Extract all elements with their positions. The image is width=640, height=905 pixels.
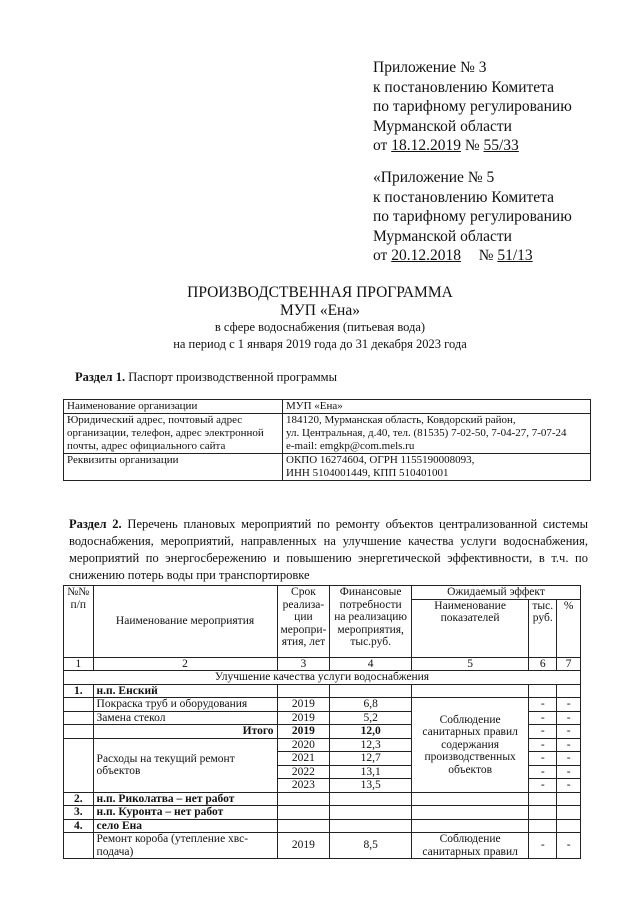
annex-line: Мурманской области [373,227,512,245]
effect-indicator: Соблюдение санитарных правил содержания производственных объектов [411,698,528,793]
measure-sum: 6,8 [330,698,412,712]
measure-sum: 5,2 [330,711,412,725]
annex-date: 20.12.2018 [391,247,461,264]
annex-number: 55/33 [483,137,519,154]
measure-year: 2019 [277,711,330,725]
effect-thousand: - [529,779,557,793]
effect-thousand: - [529,711,557,725]
group-num: 4. [64,819,94,833]
annex-date-line [373,136,572,156]
annex-number: 51/13 [497,247,533,264]
table-row [64,414,591,454]
annex-num-sign: № [478,247,494,264]
passport-key: Наименование организации [64,400,283,414]
effect-percent: - [557,779,581,793]
group-row [64,684,581,698]
effect-percent: - [557,711,581,725]
column-number: 3 [277,657,330,671]
total-label: Итого [93,725,277,739]
measure-sum: 8,5 [330,833,412,859]
column-number-row [64,657,581,671]
effect-percent: - [557,765,581,779]
annex-num-sign: № [464,137,480,154]
measure-name: Замена стекол [93,711,277,725]
table-row [64,833,581,859]
column-number: 4 [330,657,412,671]
column-number: 1 [64,657,94,671]
annex-line: Приложение № 3 [373,59,487,76]
col-header-finance: Финансовые потребности на реализацию мероприятия, тыс.руб. [330,586,412,658]
section2-label: Раздел 2. [69,517,122,531]
passport-value [283,414,591,454]
annex-date-line [373,246,572,266]
plan-table [63,585,581,859]
effect-thousand: - [529,752,557,766]
effect-thousand: - [529,725,557,739]
section-title: Улучшение качества услуги водоснабжения [64,671,581,685]
effect-percent: - [557,698,581,712]
passport-table [63,399,591,481]
passport-value: МУП «Ена» [283,400,591,414]
group-num: 2. [64,792,94,806]
group-name: село Ена [93,819,277,833]
annex-line: по тарифному регулированию [373,98,572,115]
group-name: н.п. Куронта – нет работ [93,806,277,820]
section2-heading [69,516,588,584]
measure-year: 2023 [277,779,330,793]
section-row [64,671,581,685]
annex-previous [373,168,572,266]
col-header-thousand: тыс. руб. [529,599,557,657]
group-row [64,806,581,820]
section1-text: Паспорт производственной программы [125,370,337,384]
annex-from: от [373,247,388,264]
annex-from: от [373,137,388,154]
col-header-indicator: Наименование показателей [411,599,528,657]
program-org: МУП «Ена» [280,302,360,319]
effect-percent: - [557,725,581,739]
group-num: 1. [64,684,94,698]
requisites-line: ОКПО 16274604, ОГРН 1155190008093, [286,454,475,466]
group-num: 3. [64,806,94,820]
address-line: 184120, Мурманская область, Ковдорский район, [286,414,516,426]
program-period: на период с 1 января 2019 года до 31 декабря 2023 года [173,337,467,351]
annex-line: к постановлению Комитета [373,78,554,96]
annex-date: 18.12.2019 [391,137,461,154]
column-number: 7 [557,657,581,671]
program-title: ПРОИЗВОДСТВЕННАЯ ПРОГРАММА [187,284,453,301]
passport-key: Юридический адрес, почтовый адрес организации, телефон, адрес электронной почты, адрес официального сайта [64,414,283,454]
measure-year: 2022 [277,765,330,779]
section2-text: Перечень плановых мероприятий по ремонту объектов централизованной системы водоснабжения, мероприятий, направленных на улучшение качества услуги водоснабжения, мероприятий по энергосбережению и повышению энергетической эффективности, в т.ч. по снижению потерь воды при транспортировке [69,517,588,582]
measure-sum: 12,7 [330,752,412,766]
section1-heading [75,370,337,385]
measure-name: Покраска труб и оборудования [93,698,277,712]
column-number: 2 [93,657,277,671]
col-header-term: Срок реализа-ции меропри-ятия, лет [277,586,330,658]
measure-year: 2019 [277,698,330,712]
annex-line: «Приложение № 5 [373,169,495,186]
col-header-name: Наименование мероприятия [93,586,277,658]
address-line: ул. Центральная, д.40, тел. (81535) 7-02-50, 7-04-27, 7-07-24 [286,427,567,439]
effect-percent: - [557,738,581,752]
col-header-effect: Ожидаемый эффект [411,586,580,600]
effect-thousand: - [529,765,557,779]
annex-line: по тарифному регулированию [373,208,572,225]
group-name: н.п. Риколатва – нет работ [93,792,277,806]
passport-key: Реквизиты организации [64,454,283,481]
col-header-num: №№ п/п [64,586,94,658]
effect-percent: - [557,752,581,766]
group-row [64,792,581,806]
table-row [64,698,581,712]
section1-label: Раздел 1. [75,370,126,384]
measure-name: Ремонт короба (утепление хвс-подача) [93,833,277,859]
measure-sum: 12,3 [330,738,412,752]
column-number: 6 [529,657,557,671]
annex-line: Мурманской области [373,117,512,135]
effect-indicator: Соблюдение санитарных правил [411,833,528,859]
col-header-percent: % [557,599,581,657]
effect-thousand: - [529,833,557,859]
email-line: e-mail: emgkp@com.mels.ru [286,440,415,452]
group-name: н.п. Енский [93,684,277,698]
table-row [64,454,591,481]
effect-percent: - [557,833,581,859]
measure-year: 2021 [277,752,330,766]
table-row [64,400,591,414]
column-number: 5 [411,657,528,671]
annex-line: к постановлению Комитета [373,188,554,206]
effect-thousand: - [529,738,557,752]
requisites-line: ИНН 5104001449, КПП 510401001 [286,467,449,479]
annex-header [373,58,572,156]
measure-sum: 13,1 [330,765,412,779]
program-sphere: в сфере водоснабжения (питьевая вода) [214,320,426,334]
group-row [64,819,581,833]
effect-thousand: - [529,698,557,712]
measure-year: 2019 [277,833,330,859]
table-header-row [64,586,581,600]
measure-sum: 13,5 [330,779,412,793]
measure-year: 2020 [277,738,330,752]
measure-name: Расходы на текущий ремонт объектов [93,738,277,792]
total-year: 2019 [277,725,330,739]
total-sum: 12,0 [330,725,412,739]
passport-value [283,454,591,481]
